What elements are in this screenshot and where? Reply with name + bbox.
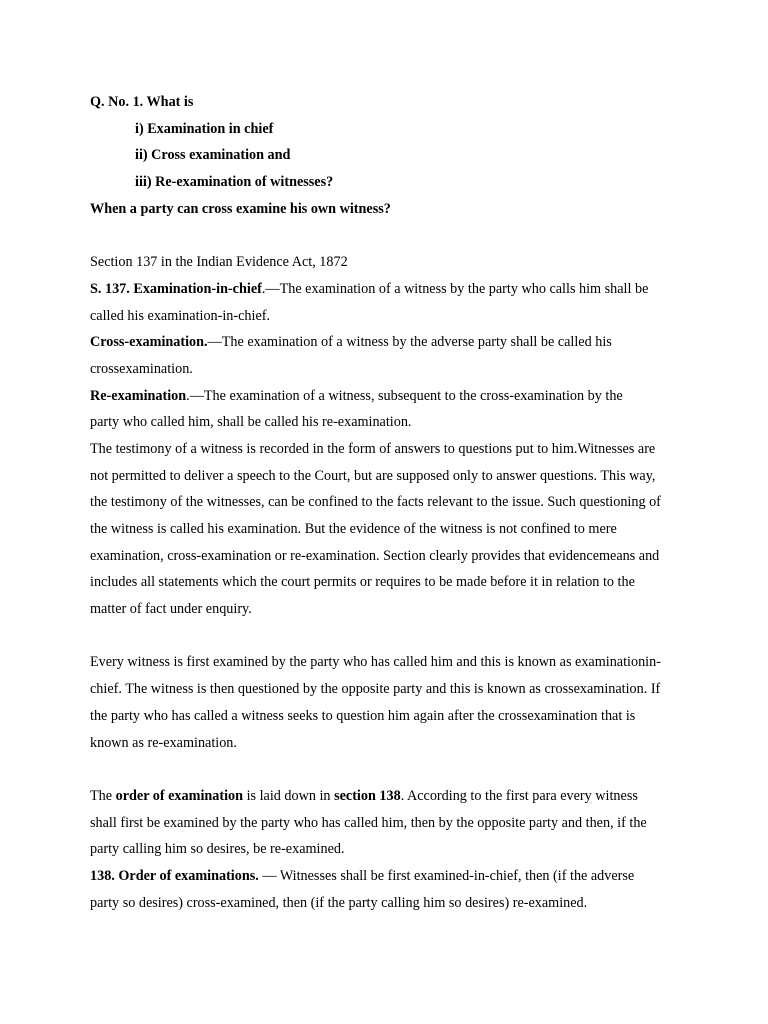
- paragraph-section-138-intro: [90, 783, 710, 863]
- paragraph-order-of-witness: [90, 649, 710, 756]
- paragraph-line: includes all statements which the court permits or requires to be made before it in relation to the: [90, 574, 635, 591]
- paragraph-line: examination, cross-examination or re-examination. Section clearly provides that evidencemeans and: [90, 547, 660, 564]
- paragraph-line: the party who has called a witness seeks to question him again after the crossexamination that is: [90, 707, 636, 724]
- spacer: [90, 623, 710, 650]
- definition-examination-in-chief: [90, 276, 710, 303]
- paragraph-line: Every witness is first examined by the party who has called him and this is known as examinationin-: [90, 654, 661, 671]
- document-page: [90, 89, 710, 916]
- paragraph-line: shall first be examined by the party who has called him, then by the opposite party and then, if the: [90, 814, 647, 831]
- definition-term: Cross-examination.: [90, 334, 208, 351]
- paragraph-testimony: [90, 436, 710, 623]
- definition-continuation: crossexamination.: [90, 360, 193, 377]
- paragraph-line: the testimony of the witnesses, can be confined to the facts relevant to the issue. Such questioning of: [90, 494, 661, 511]
- paragraph-line: chief. The witness is then questioned by the opposite party and this is known as crossexamination. If: [90, 681, 661, 698]
- paragraph-line: The testimony of a witness is recorded in the form of answers to questions put to him.Witnesses are: [90, 440, 656, 457]
- paragraph-line: party calling him so desires, be re-examined.: [90, 841, 345, 858]
- definition-text: —The examination of a witness by the adverse party shall be called his: [207, 334, 612, 351]
- definition-text: — Witnesses shall be first examined-in-chief, then (if the adverse: [258, 867, 635, 884]
- definition-continuation: party who called him, shall be called his re-examination.: [90, 414, 412, 431]
- spacer: [90, 222, 710, 249]
- text-run: . According to the first para every witness: [400, 787, 638, 804]
- paragraph-line: [90, 783, 710, 810]
- definition-continuation: called his examination-in-chief.: [90, 307, 271, 324]
- bold-term: order of examination: [115, 787, 244, 804]
- paragraph-line: known as re-examination.: [90, 734, 237, 751]
- question-item-2: ii) Cross examination and: [135, 147, 291, 164]
- definition-term: Re-examination: [90, 387, 187, 404]
- question-item-1: i) Examination in chief: [135, 120, 274, 137]
- definition-term: 138. Order of examinations.: [90, 867, 259, 884]
- spacer: [90, 756, 710, 783]
- paragraph-line: not permitted to deliver a speech to the Court, but are supposed only to answer questions. This way,: [90, 467, 656, 484]
- definition-term: S. 137. Examination-in-chief: [90, 280, 262, 297]
- section-137-heading: Section 137 in the Indian Evidence Act, 1872: [90, 254, 348, 271]
- text-run: is laid down in: [243, 787, 335, 804]
- definition-re-examination: [90, 383, 710, 410]
- question-subquestion: When a party can cross examine his own witness?: [90, 200, 391, 217]
- definition-text: .—The examination of a witness, subsequent to the cross-examination by the: [186, 387, 623, 404]
- text-run: The: [90, 787, 116, 804]
- question-item-3: iii) Re-examination of witnesses?: [135, 174, 334, 191]
- paragraph-line: matter of fact under enquiry.: [90, 601, 252, 618]
- definition-cross-examination: [90, 329, 710, 356]
- definition-text: .—The examination of a witness by the party who calls him shall be: [261, 280, 649, 297]
- section-138-definition: [90, 863, 710, 890]
- paragraph-line: the witness is called his examination. But the evidence of the witness is not confined to mere: [90, 521, 617, 537]
- definition-continuation: party so desires) cross-examined, then (if the party calling him so desires) re-examined.: [90, 894, 588, 911]
- bold-term: section 138: [334, 787, 401, 804]
- question-heading: Q. No. 1. What is: [90, 94, 194, 110]
